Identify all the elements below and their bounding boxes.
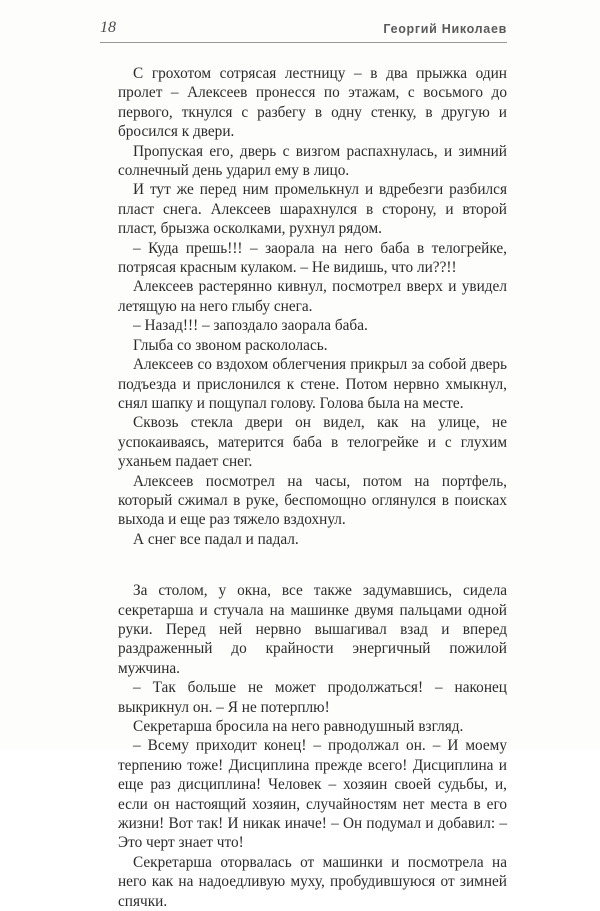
paragraph: И тут же перед ним промелькнул и вдребезги разбился пласт снега. Алексеев шарахнулся в сторону, и второй пласт, брызжа осколками, рухнул рядом. (118, 181, 507, 238)
paragraph: Глыба со звоном раскололась. (133, 336, 328, 354)
paragraph: За столом, у окна, все также задумавшись, сидела секретарша и стучала на машинке двумя пальцами одной руки. Перед ней нервно вышагивал взад и вперед раздраженный до крайности энергичный пожилой мужчина. (118, 582, 507, 677)
paragraph: Сквозь стекла двери он видел, как на улице, не успокаиваясь, матерится баба в телогрейке и с глухим уханьем падает снег. (118, 414, 507, 471)
page-header (100, 18, 507, 38)
paragraph: Алексеев посмотрел на часы, потом на портфель, который сжимал в руке, беспомощно оглянулся в поисках выхода и еще раз тяжело вздохнул. (118, 472, 507, 529)
paragraph: Алексеев растерянно кивнул, посмотрел вверх и увидел летящую на него глыбу снега. (118, 278, 507, 315)
running-head-author: Георгий Николаев (383, 22, 507, 36)
page-number: 18 (100, 19, 116, 36)
paragraph: – Назад!!! – запоздало заорала баба. (133, 317, 368, 335)
body-text (118, 64, 507, 911)
paragraph: Секретарша оторвалась от машинки и посмотрела на него как на надоедливую муху, пробудившуюся от зимней спячки. (118, 853, 507, 910)
header-rule (100, 42, 507, 43)
paragraph: С грохотом сотрясая лестницу – в два прыжка один пролет – Алексеев пронесся по этажам, с восьмого до первого, ткнулся с разбегу в одну стенку, в другую и бросился к двери. (118, 65, 507, 141)
paragraph: Пропуская его, дверь с визгом распахнулась, и зимний солнечный день ударил ему в лицо. (118, 142, 507, 180)
paragraph: А снег все падал и падал. (133, 530, 299, 548)
paragraph: Секретарша бросила на него равнодушный взгляд. (133, 718, 464, 735)
section-break (118, 549, 507, 581)
paragraph: – Всему приходит конец! – продолжал он. – И моему терпению тоже! Дисциплина прежде всего! Дисциплина и еще раз дисциплина! Человек – хозяин своей судьбы, и, если он настоящий хозяин, случайностям нет места в его жизни! Вот так! И никак иначе! – Он подумал и добавил: – Это черт знает что! (118, 737, 507, 852)
paragraph: – Куда прешь!!! – заорала на него баба в телогрейке, потрясая красным кулаком. – Не видишь, что ли??!! (118, 239, 507, 277)
paragraph: Алексеев со вздохом облегчения прикрыл за собой дверь подъезда и прислонился к стене. Потом нервно хмыкнул, снял шапку и пощупал голову. Голова была на месте. (118, 356, 507, 412)
paragraph: – Так больше не может продолжаться! – наконец выкрикнул он. – Я не потерплю! (118, 679, 507, 716)
